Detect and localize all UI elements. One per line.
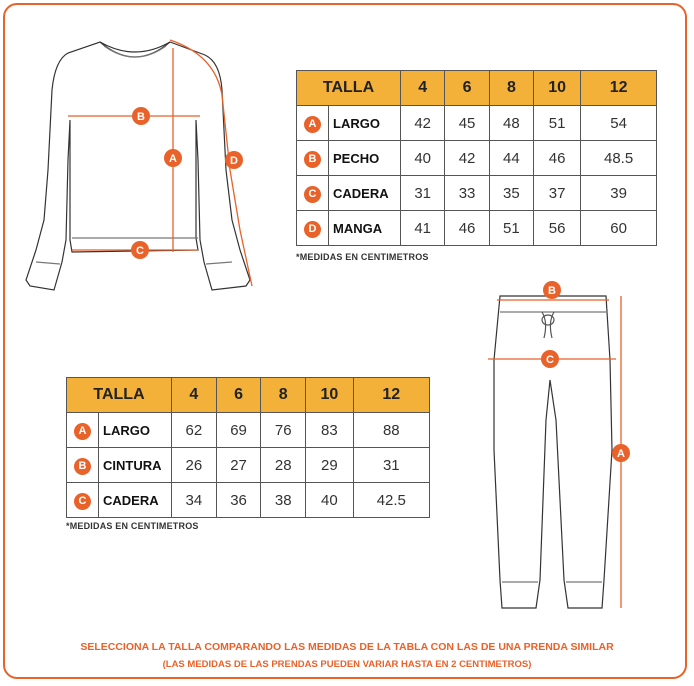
size-col: 8 [489,71,533,106]
badge-b: B [304,151,321,168]
size-col: 4 [172,378,217,413]
table-row [67,483,430,518]
cell: 40 [401,141,445,176]
cell: 83 [306,413,354,448]
marker-c: C [546,354,554,366]
table-row [297,211,657,246]
footer-instruction: SELECCIONA LA TALLA COMPARANDO LAS MEDIDAS DE LA TABLA CON LAS DE UNA PRENDA SIMILAR [80,641,614,653]
pants-markers [541,281,630,462]
table-row [67,448,430,483]
table-row [67,413,430,448]
marker-b: B [548,285,556,297]
row-label: LARGO [99,413,172,448]
cell: 54 [581,106,657,141]
table-row [297,141,657,176]
size-col: 10 [534,71,581,106]
cell: 35 [489,176,533,211]
pants-illustration [494,296,612,608]
badge-a: A [304,116,321,133]
cell: 34 [172,483,217,518]
cell: 33 [445,176,489,211]
cell: 31 [401,176,445,211]
row-label: CADERA [329,176,401,211]
size-col: 6 [445,71,489,106]
cell: 36 [216,483,261,518]
marker-a: A [617,448,625,460]
badge-c: C [74,493,91,510]
badge-b: B [74,458,91,475]
cell: 46 [445,211,489,246]
sweatshirt-units-note: *MEDIDAS EN CENTIMETROS [296,252,429,262]
cell: 26 [172,448,217,483]
size-col: 8 [261,378,306,413]
row-label: CADERA [99,483,172,518]
cell: 27 [216,448,261,483]
footer-disclaimer: (LAS MEDIDAS DE LAS PRENDAS PUEDEN VARIAR HASTA EN 2 CENTIMETROS) [162,659,532,670]
pants-units-note: *MEDIDAS EN CENTIMETROS [66,521,199,531]
cell: 41 [401,211,445,246]
row-label: PECHO [329,141,401,176]
cell: 48.5 [581,141,657,176]
marker-b: B [137,111,145,123]
badge-c: C [304,186,321,203]
table-row [297,106,657,141]
badge-d: D [304,221,321,238]
cell: 88 [353,413,429,448]
sweatshirt-size-table [296,70,657,246]
size-col: 10 [306,378,354,413]
sweatshirt-measure-lines [68,40,252,286]
row-label: CINTURA [99,448,172,483]
cell: 42 [401,106,445,141]
header-row [67,378,430,413]
header-row [297,71,657,106]
cell: 46 [534,141,581,176]
cell: 69 [216,413,261,448]
marker-a: A [169,153,177,165]
cell: 42.5 [353,483,429,518]
cell: 38 [261,483,306,518]
cell: 40 [306,483,354,518]
cell: 29 [306,448,354,483]
size-col: 6 [216,378,261,413]
cell: 51 [489,211,533,246]
pants-measure-lines [488,296,621,608]
row-label: LARGO [329,106,401,141]
marker-d: D [230,155,238,167]
size-header: TALLA [297,71,401,106]
cell: 42 [445,141,489,176]
row-label: MANGA [329,211,401,246]
cell: 51 [534,106,581,141]
cell: 44 [489,141,533,176]
cell: 37 [534,176,581,211]
size-col: 4 [401,71,445,106]
marker-c: C [136,245,144,257]
cell: 28 [261,448,306,483]
size-header: TALLA [67,378,172,413]
cell: 60 [581,211,657,246]
size-col: 12 [581,71,657,106]
pants-size-table [66,377,430,518]
cell: 39 [581,176,657,211]
cell: 62 [172,413,217,448]
badge-a: A [74,423,91,440]
cell: 45 [445,106,489,141]
cell: 48 [489,106,533,141]
table-row [297,176,657,211]
cell: 56 [534,211,581,246]
cell: 31 [353,448,429,483]
cell: 76 [261,413,306,448]
size-col: 12 [353,378,429,413]
